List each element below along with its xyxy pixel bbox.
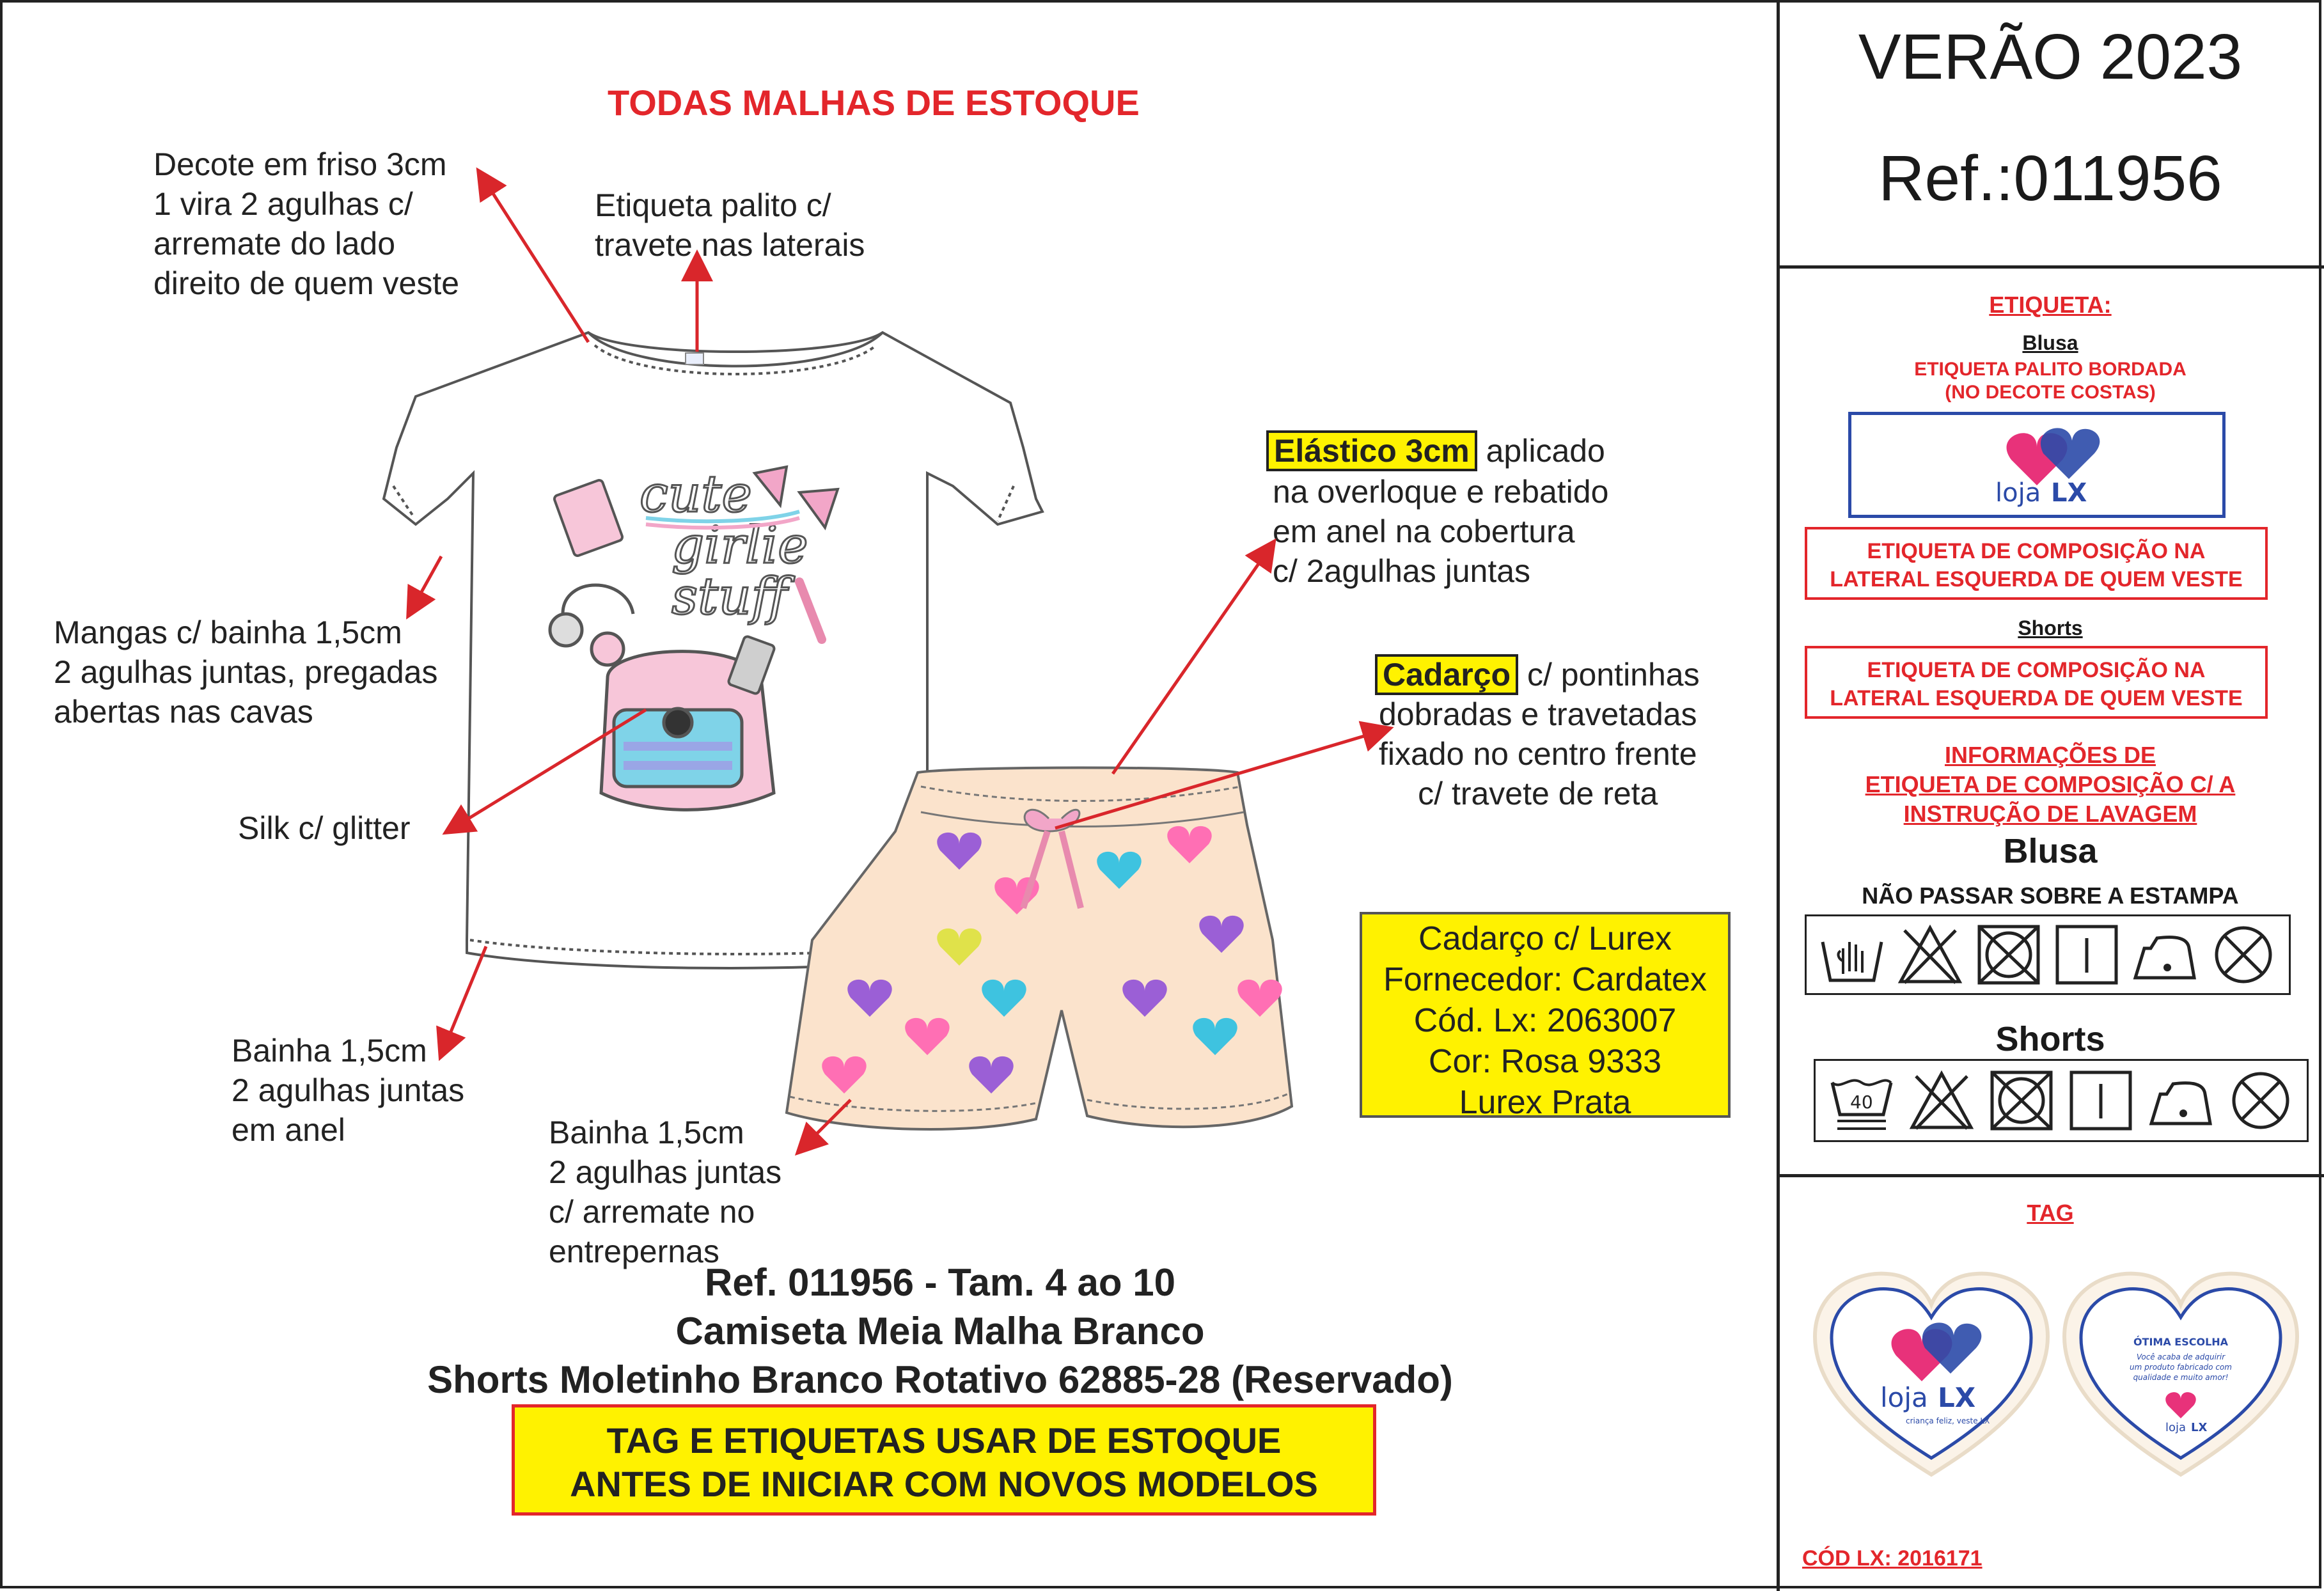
- footer-ref-line: Ref. 011956 - Tam. 4 ao 10: [705, 1261, 1175, 1304]
- care-shorts-label: Shorts: [1995, 1020, 2105, 1058]
- lurex-line-5: Lurex Prata: [1459, 1084, 1631, 1121]
- warning-line-1: TAG E ETIQUETAS USAR DE ESTOQUE: [606, 1420, 1282, 1461]
- blusa-label: Blusa: [2022, 331, 2078, 354]
- no-dry-clean-icon: [2227, 1069, 2294, 1133]
- note-etiqueta-palito: Etiqueta palito c/ travete nas laterais: [595, 187, 865, 263]
- elastico-text-1: aplicado: [1477, 433, 1605, 469]
- tag-back-logo-lx: LX: [2191, 1421, 2208, 1434]
- note-mangas: Mangas c/ bainha 1,5cm 2 agulhas juntas, pregadas abertas nas cavas: [54, 615, 438, 730]
- tag-slogan: criança feliz, veste LX: [1906, 1416, 1990, 1425]
- footer-shorts: Shorts Moletinho Branco Rotativo 62885-28 (Reservado): [427, 1358, 1453, 1401]
- comp-label-shorts: ETIQUETA DE COMPOSIÇÃO NA LATERAL ESQUERDA DE QUEM VESTE: [1805, 646, 2268, 719]
- print-word-3: stuff: [671, 567, 788, 626]
- lurex-line-2: Fornecedor: Cardatex: [1383, 961, 1707, 998]
- ref-title: Ref.:011956: [1878, 143, 2222, 214]
- palito-desc: ETIQUETA PALITO BORDADA (NO DECOTE COSTAS): [1914, 359, 2187, 403]
- warning-box: [512, 1404, 1376, 1516]
- tag-logo-lx: LX: [1938, 1382, 1976, 1413]
- tag-back-text-line: Você acaba de adquirir: [2136, 1352, 2226, 1361]
- cod-lx: CÓD LX: 2016171: [1802, 1546, 1982, 1571]
- lurex-line-4: Cor: Rosa 9333: [1428, 1043, 1662, 1080]
- tag-back-title: ÓTIMA ESCOLHA: [2133, 1336, 2229, 1348]
- logo-text-loja: loja: [1995, 478, 2041, 508]
- lurex-line-3: Cód. Lx: 2063007: [1413, 1002, 1677, 1039]
- malhas-title: TODAS MALHAS DE ESTOQUE: [608, 82, 1140, 123]
- hand-wash-icon: [1819, 923, 1885, 987]
- note-decote: Decote em friso 3cm 1 vira 2 agulhas c/ arremate do lado direito de quem veste: [153, 146, 460, 301]
- shorts-label: Shorts: [2018, 616, 2083, 639]
- tag-title: TAG: [2027, 1200, 2074, 1226]
- palito-label-box: [1848, 412, 2226, 518]
- tag-back-text-line: um produto fabricado com: [2130, 1363, 2232, 1372]
- warning-line-2: ANTES DE INICIAR COM NOVOS MODELOS: [570, 1464, 1318, 1504]
- sidebar-divider-bottom: [1777, 1174, 2324, 1177]
- lurex-line-1: Cadarço c/ Lurex: [1418, 920, 1672, 957]
- loja-lx-logo: [1851, 415, 2222, 515]
- print-word-1: cute: [640, 464, 752, 524]
- wash-40-icon: [1828, 1069, 1895, 1133]
- footer-camiseta: Camiseta Meia Malha Branco: [675, 1310, 1205, 1352]
- care-symbols-shorts: [1814, 1059, 2309, 1142]
- tag-back: [2059, 1266, 2302, 1484]
- sidebar-divider-top: [1777, 265, 2324, 269]
- comp-label-blusa: ETIQUETA DE COMPOSIÇÃO NA LATERAL ESQUERDA DE QUEM VESTE: [1805, 527, 2268, 600]
- line-dry-icon: [2068, 1069, 2134, 1133]
- print-word-2: girlie: [671, 515, 808, 575]
- cadarco-highlight: Cadarço: [1375, 654, 1518, 695]
- note-bainha-shorts: Bainha 1,5cm 2 agulhas juntas c/ arremate no entrepernas: [549, 1115, 782, 1269]
- note-cadarco-rest: dobradas e travetadas fixado no centro frente c/ travete de reta: [1379, 696, 1697, 811]
- no-bleach-icon: [1908, 1069, 1975, 1133]
- tag-logo-loja: loja: [1880, 1382, 1928, 1413]
- wash-temp: 40: [1850, 1092, 1873, 1113]
- tag-front: [1810, 1266, 2053, 1484]
- info-title: INFORMAÇÕES DE ETIQUETA DE COMPOSIÇÃO C/ A INSTRUÇÃO DE LAVAGEM: [1865, 742, 2236, 827]
- note-silk: Silk c/ glitter: [238, 810, 411, 846]
- line-dry-icon: [2053, 923, 2120, 987]
- season-title: VERÃO 2023: [1858, 21, 2243, 93]
- etiqueta-title: ETIQUETA:: [1989, 292, 2112, 318]
- elastico-highlight: Elástico 3cm: [1266, 430, 1477, 471]
- care-blusa-label: Blusa: [2003, 832, 2098, 870]
- iron-low-icon: [2132, 923, 2198, 987]
- care-symbols-blusa: [1805, 914, 2291, 995]
- logo-text-lx: LX: [2051, 478, 2087, 508]
- iron-low-icon: [2147, 1069, 2214, 1133]
- no-tumble-dry-icon: [1975, 923, 2042, 987]
- tag-back-logo-loja: loja: [2165, 1421, 2187, 1434]
- no-tumble-dry-icon: [1988, 1069, 2055, 1133]
- no-dry-clean-icon: [2210, 923, 2277, 987]
- tag-back-text: [2130, 1352, 2232, 1382]
- footer-ref: [256, 1258, 1624, 1404]
- tag-back-text-line: qualidade e muito amor!: [2133, 1373, 2229, 1382]
- no-bleach-icon: [1897, 923, 1963, 987]
- cadarco-text-1: c/ pontinhas: [1518, 657, 1700, 693]
- note-bainha-blusa: Bainha 1,5cm 2 agulhas juntas em anel: [232, 1033, 465, 1148]
- care-blusa-note: NÃO PASSAR SOBRE A ESTAMPA: [1862, 882, 2239, 909]
- note-elastico-rest: na overloque e rebatido em anel na cobertura c/ 2agulhas juntas: [1273, 474, 1609, 589]
